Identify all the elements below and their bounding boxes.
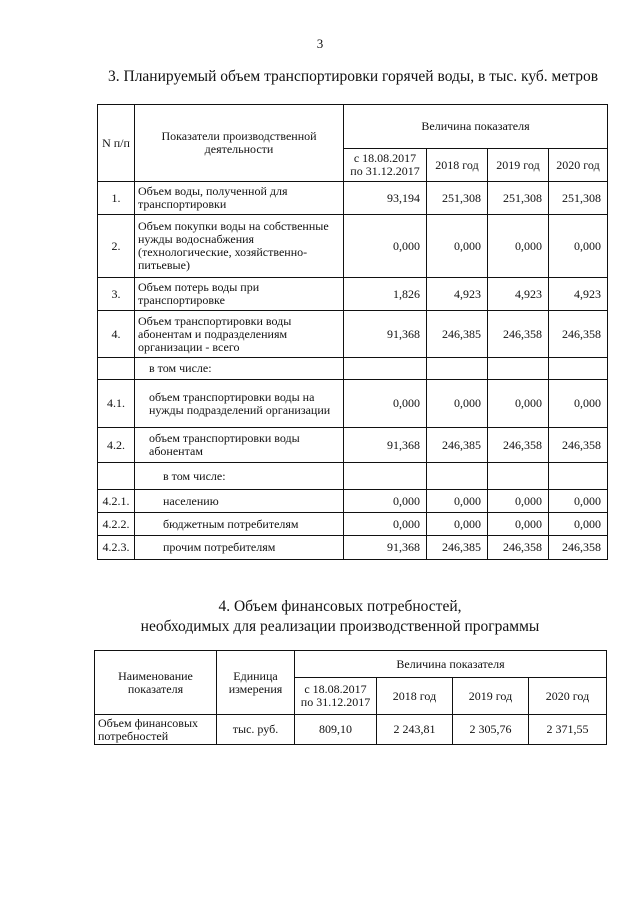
table-row <box>98 278 608 311</box>
row-value: 0,000 <box>488 380 549 428</box>
header-2019: 2019 год <box>488 149 549 182</box>
row-num: 4. <box>98 311 135 358</box>
table-row <box>98 513 608 536</box>
row-value: 0,000 <box>344 513 427 536</box>
row-num: 4.2.2. <box>98 513 135 536</box>
row-value: 0,000 <box>427 513 488 536</box>
section4-title-line1: 4. Объем финансовых потребностей, <box>218 598 462 615</box>
table-row <box>98 358 608 380</box>
row-value: 0,000 <box>427 490 488 513</box>
row-value: 4,923 <box>488 278 549 311</box>
row-value: 4,923 <box>427 278 488 311</box>
row-num: 4.2.3. <box>98 536 135 560</box>
header-indicators: Показатели производственной деятельности <box>135 105 344 182</box>
row-value: 246,385 <box>427 311 488 358</box>
row-value: 2 371,55 <box>529 715 607 745</box>
header-name: Наименование показателя <box>95 651 217 715</box>
header-2020: 2020 год <box>529 678 607 715</box>
header-period1: с 18.08.2017 по 31.12.2017 <box>344 149 427 182</box>
row-value: 2 305,76 <box>453 715 529 745</box>
table-row <box>98 536 608 560</box>
row-value: 93,194 <box>344 182 427 215</box>
header-2020: 2020 год <box>549 149 608 182</box>
row-value: 246,358 <box>549 428 608 463</box>
header-num: N п/п <box>98 105 135 182</box>
row-value: 0,000 <box>427 215 488 278</box>
row-value: 246,385 <box>427 536 488 560</box>
row-num: 3. <box>98 278 135 311</box>
row-value: 0,000 <box>549 490 608 513</box>
row-value: 0,000 <box>549 380 608 428</box>
table-row <box>98 463 608 490</box>
row-value: 251,308 <box>427 182 488 215</box>
row-label: прочим потребителям <box>135 536 344 560</box>
row-value: 0,000 <box>549 513 608 536</box>
row-value: 0,000 <box>488 215 549 278</box>
row-value: 246,385 <box>427 428 488 463</box>
table-row <box>98 380 608 428</box>
row-num: 4.2. <box>98 428 135 463</box>
water-volume-table <box>97 104 608 560</box>
row-label: Объем транспортировки воды абонентам и подразделениям организации - всего <box>135 311 344 358</box>
row-label: Объем потерь воды при транспортировке <box>135 278 344 311</box>
financial-needs-table <box>94 650 607 745</box>
row-value: 4,923 <box>549 278 608 311</box>
row-value: 0,000 <box>488 490 549 513</box>
row-label: в том числе: <box>135 463 344 490</box>
row-label: Объем воды, полученной для транспортировки <box>135 182 344 215</box>
row-label: населению <box>135 490 344 513</box>
row-value: 251,308 <box>549 182 608 215</box>
row-num: 4.1. <box>98 380 135 428</box>
row-unit: тыс. руб. <box>217 715 295 745</box>
row-value: 246,358 <box>488 536 549 560</box>
header-value: Величина показателя <box>295 651 607 678</box>
row-value: 251,308 <box>488 182 549 215</box>
row-value: 0,000 <box>344 380 427 428</box>
row-label: в том числе: <box>135 358 344 380</box>
row-label: Объем покупки воды на собственные нужды водоснабжения (технологические, хозяйственно-питьевые) <box>135 215 344 278</box>
row-value: 0,000 <box>344 215 427 278</box>
section4-title <box>80 597 600 637</box>
header-value: Величина показателя <box>344 105 608 149</box>
table-row <box>98 182 608 215</box>
page-number: 3 <box>316 36 324 51</box>
row-num: 4.2.1. <box>98 490 135 513</box>
header-period1: с 18.08.2017 по 31.12.2017 <box>295 678 377 715</box>
row-value: 91,368 <box>344 311 427 358</box>
table-row <box>98 215 608 278</box>
row-value: 246,358 <box>549 536 608 560</box>
row-value: 91,368 <box>344 428 427 463</box>
row-value: 0,000 <box>549 215 608 278</box>
row-num: 2. <box>98 215 135 278</box>
row-label: объем транспортировки воды на нужды подразделений организации <box>135 380 344 428</box>
row-value: 2 243,81 <box>377 715 453 745</box>
row-value: 1,826 <box>344 278 427 311</box>
header-2019: 2019 год <box>453 678 529 715</box>
row-value: 0,000 <box>344 490 427 513</box>
section4-title-line2: необходимых для реализации производственной программы <box>140 618 540 635</box>
row-label: бюджетным потребителям <box>135 513 344 536</box>
table-row <box>98 428 608 463</box>
section3-title: 3. Планируемый объем транспортировки горячей воды, в тыс. куб. метров <box>108 68 599 85</box>
row-name: Объем финансовых потребностей <box>95 715 217 745</box>
table-row <box>95 715 607 745</box>
row-value: 809,10 <box>295 715 377 745</box>
row-value: 91,368 <box>344 536 427 560</box>
row-value: 0,000 <box>427 380 488 428</box>
row-value: 246,358 <box>488 428 549 463</box>
header-2018: 2018 год <box>427 149 488 182</box>
header-2018: 2018 год <box>377 678 453 715</box>
row-num: 1. <box>98 182 135 215</box>
row-value: 246,358 <box>549 311 608 358</box>
row-value: 0,000 <box>488 513 549 536</box>
row-value: 246,358 <box>488 311 549 358</box>
table-row <box>98 311 608 358</box>
header-unit: Единица измерения <box>217 651 295 715</box>
row-label: объем транспортировки воды абонентам <box>135 428 344 463</box>
table-row <box>98 490 608 513</box>
